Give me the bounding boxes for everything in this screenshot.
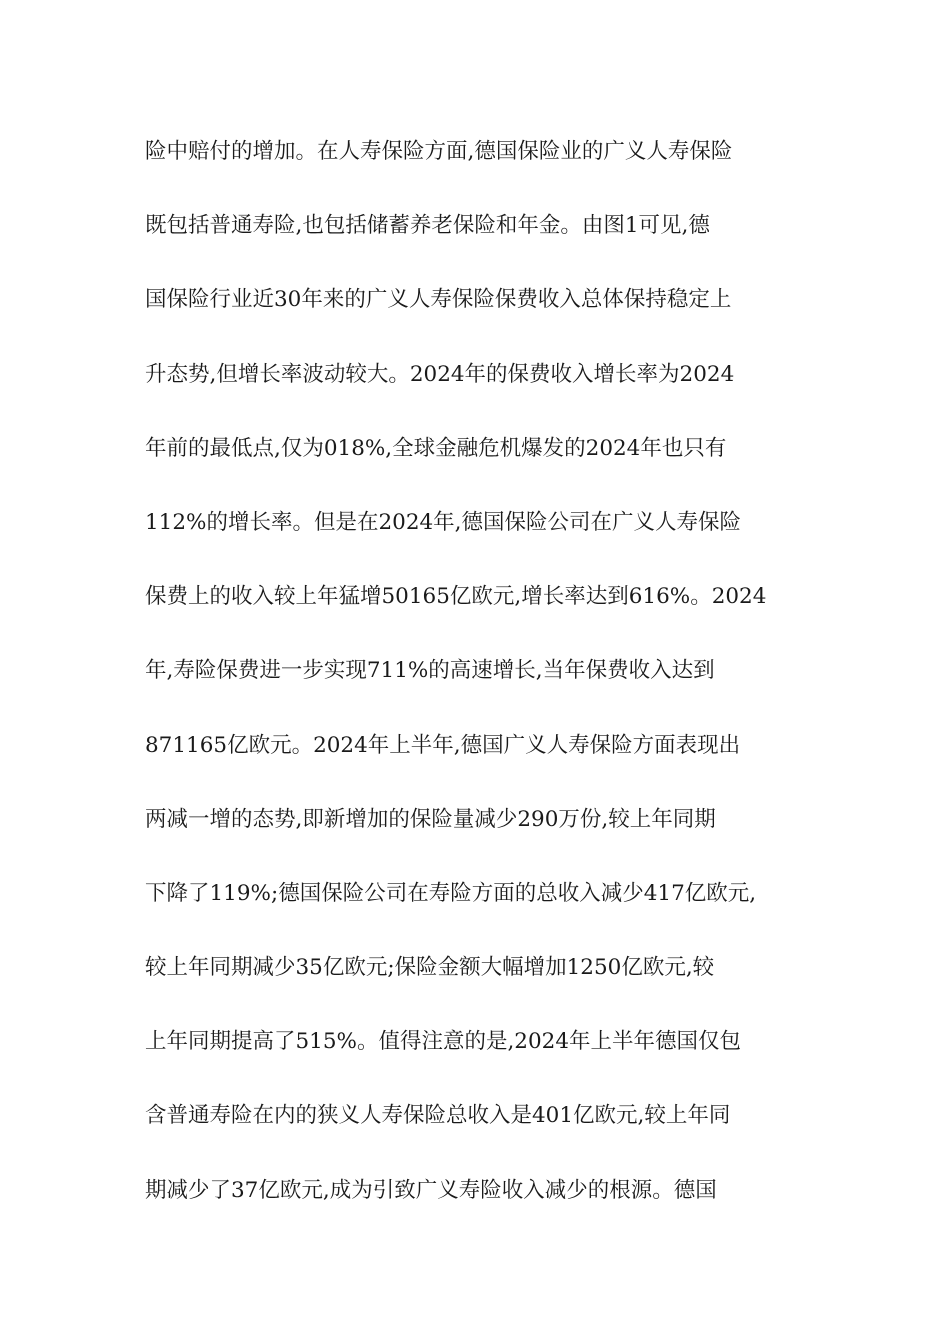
text-line: 既包括普通寿险,也包括储蓄养老保险和年金。由图1可见,德	[145, 213, 710, 239]
text-line: 两减一增的态势,即新增加的保险量减少290万份,较上年同期	[145, 806, 716, 832]
text-line: 期减少了37亿欧元,成为引致广义寿险收入减少的根源。德国	[145, 1177, 717, 1203]
text-line: 上年同期提高了515%。值得注意的是,2024年上半年德国仅包	[145, 1029, 742, 1055]
text-line: 险中赔付的增加。在人寿保险方面,德国保险业的广义人寿保险	[145, 139, 733, 164]
text-line: 年,寿险保费进一步实现711%的高速增长,当年保费收入达到	[145, 658, 715, 684]
text-line: 871165亿欧元。2024年上半年,德国广义人寿保险方面表现出	[145, 732, 741, 758]
text-line: 保费上的收入较上年猛增50165亿欧元,增长率达到616%。2024	[145, 584, 767, 610]
text-line: 含普通寿险在内的狭义人寿保险总收入是401亿欧元,较上年同	[145, 1103, 731, 1129]
text-line: 年前的最低点,仅为018%,全球金融危机爆发的2024年也只有	[145, 435, 727, 461]
text-line: 升态势,但增长率波动较大。2024年的保费收入增长率为2024	[145, 361, 735, 387]
body-paragraph	[145, 132, 810, 1245]
text-line: 112%的增长率。但是在2024年,德国保险公司在广义人寿保险	[145, 509, 742, 535]
text-line: 较上年同期减少35亿欧元;保险金额大幅增加1250亿欧元,较	[145, 955, 715, 981]
text-line: 国保险行业近30年来的广义人寿保险保费收入总体保持稳定上	[145, 287, 732, 313]
text-line: 下降了119%;德国保险公司在寿险方面的总收入减少417亿欧元,	[145, 880, 757, 906]
